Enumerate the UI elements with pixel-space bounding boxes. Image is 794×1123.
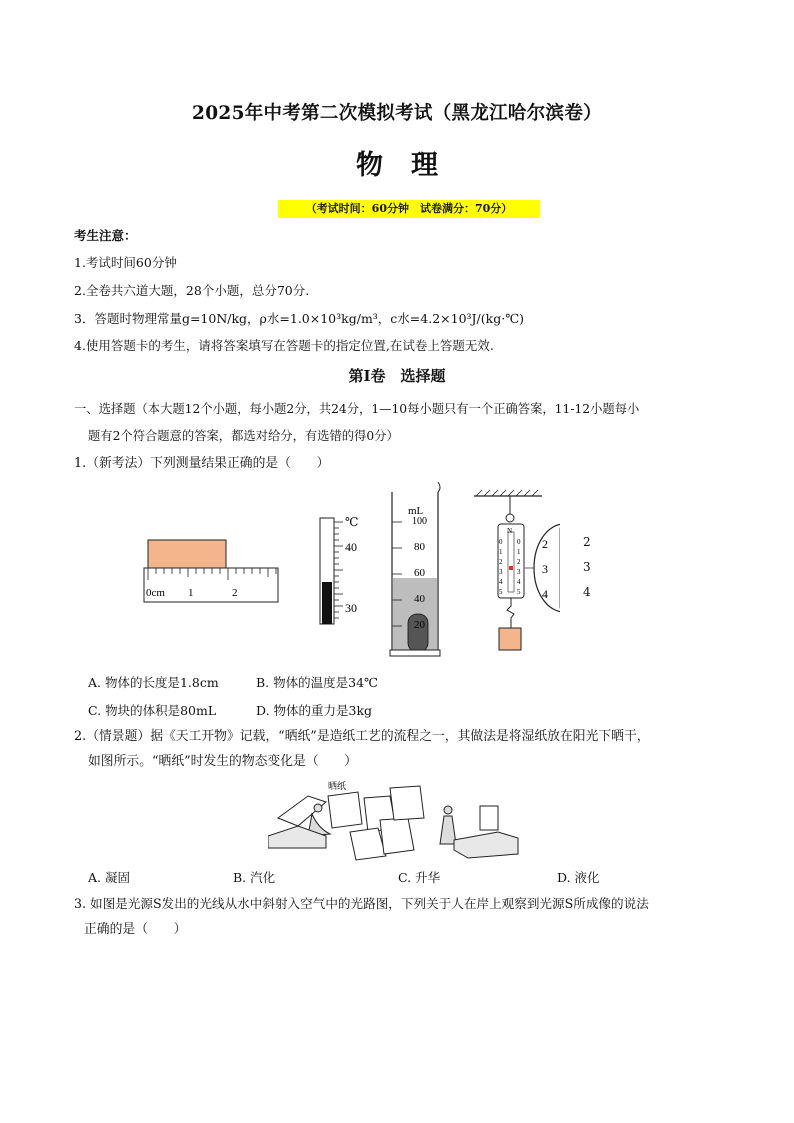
notice-item-1: 1.考试时间60分钟 (74, 255, 177, 270)
thermometer-mercury (322, 582, 332, 624)
worker-right (444, 806, 452, 814)
question-2-option-a[interactable]: A. 凝固 (88, 870, 130, 885)
hanging-block (499, 628, 521, 650)
thermometer-label-40: 40 (345, 540, 357, 554)
cylinder-unit: mL (408, 505, 424, 517)
thermometer-unit: ℃ (345, 515, 359, 529)
svg-text:2: 2 (517, 558, 521, 566)
question-1-option-b[interactable]: B. 物体的温度是34℃ (256, 675, 379, 690)
question-2-figure (268, 778, 528, 862)
question-1-option-c[interactable]: C. 物块的体积是80mL (88, 703, 217, 718)
cylinder-label-20: 20 (414, 619, 425, 631)
section-instructions-line1: 一、选择题（本大题12个小题，每小题2分，共24分，1—10每小题只有一个正确答案，11-12小题每小 (74, 402, 640, 416)
cylinder-label-80: 80 (414, 541, 425, 553)
subject-title: 物理 (356, 150, 466, 181)
worker-left (314, 804, 322, 812)
question-2-option-b[interactable]: B. 汽化 (233, 870, 276, 885)
svg-text:5: 5 (517, 588, 521, 596)
question-1-option-d[interactable]: D. 物体的重力是3kg (256, 703, 373, 718)
figure-label-shaizhi: 晒纸 (328, 781, 347, 791)
section-title: 第Ⅰ卷 选择题 (348, 367, 446, 385)
ruler-diagram (144, 540, 278, 602)
question-1-figure (130, 478, 560, 666)
notice-heading: 考生注意： (74, 228, 137, 243)
svg-text:4: 4 (499, 578, 503, 586)
zoom-right-label-3: 3 (583, 560, 591, 574)
question-3-stem-line2: 正确的是（ ） (84, 922, 187, 937)
press-table (454, 832, 518, 858)
thermometer-label-30: 30 (345, 601, 357, 615)
cylinder-label-40: 40 (414, 593, 425, 605)
cylinder-label-100: 100 (412, 516, 427, 527)
ruler-label-2: 2 (232, 587, 238, 599)
svg-text:3: 3 (499, 568, 503, 576)
svg-text:5: 5 (499, 588, 503, 596)
svg-text:2: 2 (499, 558, 503, 566)
svg-text:3: 3 (517, 568, 521, 576)
ruler-label-0: 0cm (146, 587, 165, 599)
question-2-option-d[interactable]: D. 液化 (557, 870, 600, 885)
svg-text:1: 1 (517, 548, 521, 556)
thermometer-diagram (320, 515, 358, 624)
question-3-stem-line1: 3. 如图是光源S发出的光线从水中斜射入空气中的光路图，下列关于人在岸上观察到光源S所成像的说法 (74, 896, 649, 911)
section-instructions-line2: 题有2个符合题意的答案，都选对给分，有选错的得0分） (88, 429, 399, 443)
svg-text:4: 4 (542, 587, 548, 601)
cylinder-label-60: 60 (414, 567, 425, 579)
notice-item-3: 3．答题时物理常量g=10N/kg，ρ水=1.0×10³kg/m³，c水=4.2×10³J/(kg·℃) (74, 311, 525, 326)
svg-text:0: 0 (517, 538, 521, 546)
graduated-cylinder-diagram (390, 482, 440, 656)
spring-scale-diagram (474, 490, 560, 650)
question-2-stem-line2: 如图所示。“晒纸”时发生的物态变化是（ ） (88, 754, 358, 769)
question-1-stem: 1.（新考法）下列测量结果正确的是（ ） (74, 456, 330, 471)
question-1-option-a[interactable]: A. 物体的长度是1.8cm (88, 675, 219, 690)
question-2-option-c[interactable]: C. 升华 (398, 870, 441, 885)
scale-unit: N (507, 527, 513, 535)
svg-text:3: 3 (542, 562, 548, 576)
notice-item-2: 2.全卷共六道大题，28个小题，总分70分. (74, 283, 310, 298)
zoom-right-label-4: 4 (583, 585, 591, 599)
ruler-label-1: 1 (188, 587, 194, 599)
exam-title: 2025年中考第二次模拟考试（黑龙江哈尔滨卷） (192, 103, 602, 124)
question-2-stem-line1: 2.（情景题）据《天工开物》记载，“晒纸”是造纸工艺的流程之一，其做法是将湿纸放在阳光下晒干， (74, 729, 650, 744)
svg-text:0: 0 (499, 538, 503, 546)
measured-block (148, 540, 226, 568)
svg-text:4: 4 (517, 578, 521, 586)
notice-item-4: 4.使用答题卡的考生，请将答案填写在答题卡的指定位置,在试卷上答题无效. (74, 338, 494, 353)
exam-info-banner: （考试时间：60分钟 试卷满分：70分） (278, 200, 540, 218)
zoom-right-label-2: 2 (583, 535, 591, 549)
svg-text:1: 1 (499, 548, 503, 556)
svg-text:2: 2 (542, 537, 548, 551)
